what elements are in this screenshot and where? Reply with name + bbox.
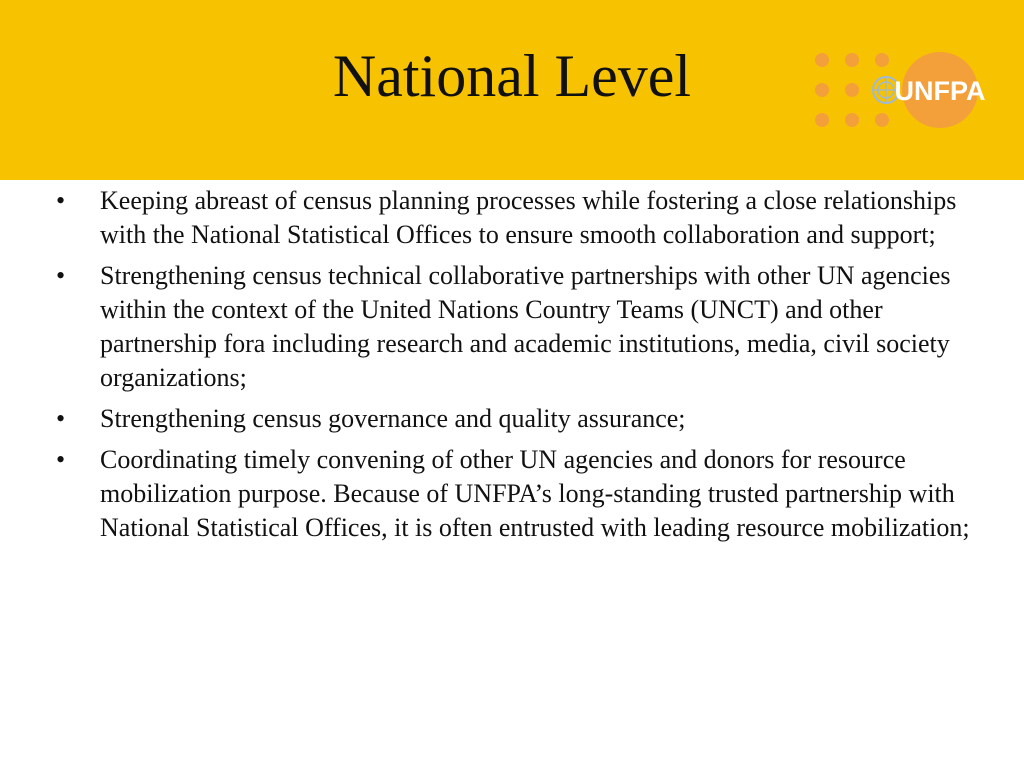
bullet-list xyxy=(56,184,976,552)
list-item xyxy=(56,443,976,545)
bullet-text: Strengthening census governance and quality assurance; xyxy=(100,404,686,433)
bullet-text: Coordinating timely convening of other UN agencies and donors for resource mobilization purpose. Because of UNFPA’s long-standing trusted partnership with National Statistical Offices, it is often entrusted with leading resource mobilization; xyxy=(100,445,970,542)
bullet-marker: • xyxy=(56,186,66,215)
bullet-marker: • xyxy=(56,445,66,474)
slide-title: National Level xyxy=(332,43,692,109)
bullet-marker: • xyxy=(56,261,66,290)
list-item xyxy=(56,184,976,252)
bullet-text: Keeping abreast of census planning processes while fostering a close relationships with the National Statistical Offices to ensure smooth collaboration and support; xyxy=(100,186,957,249)
header-banner xyxy=(0,0,1024,180)
logo-text: UNFPA xyxy=(894,76,986,106)
unfpa-logo xyxy=(808,44,998,140)
list-item xyxy=(56,402,976,436)
bullet-marker: • xyxy=(56,404,66,433)
bullet-text: Strengthening census technical collaborative partnerships with other UN agencies within the context of the United Nations Country Teams (UNCT) and other partnership fora including research and academic institutions, media, civil society organizations; xyxy=(100,261,951,392)
list-item xyxy=(56,259,976,395)
